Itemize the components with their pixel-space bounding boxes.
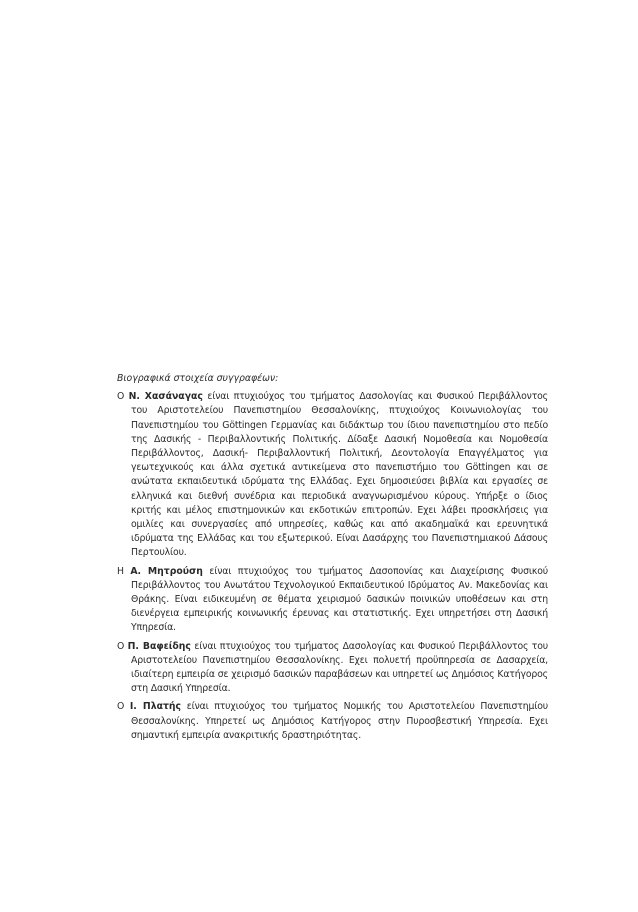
bio-text: είναι πτυχιούχος του τμήματος Δασολογίας και Φυσικού Περιβάλλοντος του Αριστοτελείου Πανεπιστημίου Θεσσαλονίκης. Εχει πολυετή προϋπηρεσία σε Δασαρχεία, ιδιαίτερη εμπειρία σε χειρισμό δασικών παραβάσεων και υπηρετεί ως Δημόσιος Κατήγορος στη Δασική Υπηρεσία. [131, 640, 549, 695]
author-name: Ι. Πλατής [129, 701, 182, 713]
author-name: Π. Βαφείδης [127, 640, 191, 652]
author-name: Ν. Χασάναγας [128, 391, 203, 403]
bio-article: Ο [117, 701, 125, 713]
bio-paragraph [117, 640, 548, 697]
bio-text: είναι πτυχιούχος του τμήματος Δασοπονίας και Διαχείρισης Φυσικού Περιβάλλοντος του Ανωτάτου Τεχνολογικού Εκπαιδευτικού Ιδρύματος Αν. Μακεδονίας και Θράκης. Είναι ειδικευμένη σε θέματα χειρισμού δασικών ποινικών υποθέσεων και στη διενέργεια εμπειρικής κοινωνικής έρευνας και στατιστικής. Εχει υπηρετήσει στη Δασική Υπηρεσία. [131, 565, 549, 634]
bio-paragraph [117, 565, 548, 636]
bio-paragraph [117, 390, 548, 560]
bio-article: Ο [117, 391, 125, 403]
authors-bio-section [117, 372, 548, 747]
section-heading: Βιογραφικά στοιχεία συγγραφέων: [117, 373, 279, 384]
bio-paragraph [117, 700, 548, 743]
author-name: Α. Μητρούση [130, 565, 203, 577]
bio-article: Ο [117, 640, 125, 652]
bio-text: είναι πτυχιούχος του τμήματος Δασολογίας και Φυσικού Περιβάλλοντος του Αριστοτελείου Πανεπιστημίου Θεσσαλονίκης, πτυχιούχος Κοινωνιολογίας του Πανεπιστημίου του Göttingen Γερμανίας και διδάκτωρ του ίδιου πανεπιστημίου στο πεδίο της Δασικής - Περιβαλλοντικής Πολιτικής. Δίδαξε Δασική Νομοθεσία και Νομοθεσία Περιβάλλοντος, Δασική- Περιβαλλοντική Πολιτική, Δεοντολογία Επαγγέλματος για γεωτεχνικούς και άλλα σχετικά αντικείμενα στο πανεπιστήμιο του Göttingen και σε ανώτατα εκπαιδευτικά ιδρύματα της Ελλάδας. Εχει δημοσιεύσει βιβλία και εργασίες σε ελληνικά και διεθνή συνέδρια και περιοδικά αναγνωρισμένου κύρους. Υπήρξε ο ίδιος κριτής και μέλος επιστημονικών και εκδοτικών επιτροπών. Εχει λάβει προσκλήσεις για ομιλίες και συνεργασίες από υπηρεσίες, καθώς και από ακαδημαϊκά και ερευνητικά ιδρύματα της Ελλάδας και του εξωτερικού. Είναι Δασάρχης του Πανεπιστημιακού Δάσους Περτουλίου. [131, 391, 548, 559]
bio-text: είναι πτυχιούχος του τμήματος Νομικής του Αριστοτελείου Πανεπιστημίου Θεσσαλονίκης. Υπηρετεί ως Δημόσιος Κατήγορος στην Πυροσβεστική Υπηρεσία. Εχει σημαντική εμπειρία ανακριτικής δραστηριότητας. [131, 701, 549, 741]
bio-article: Η [117, 565, 124, 577]
